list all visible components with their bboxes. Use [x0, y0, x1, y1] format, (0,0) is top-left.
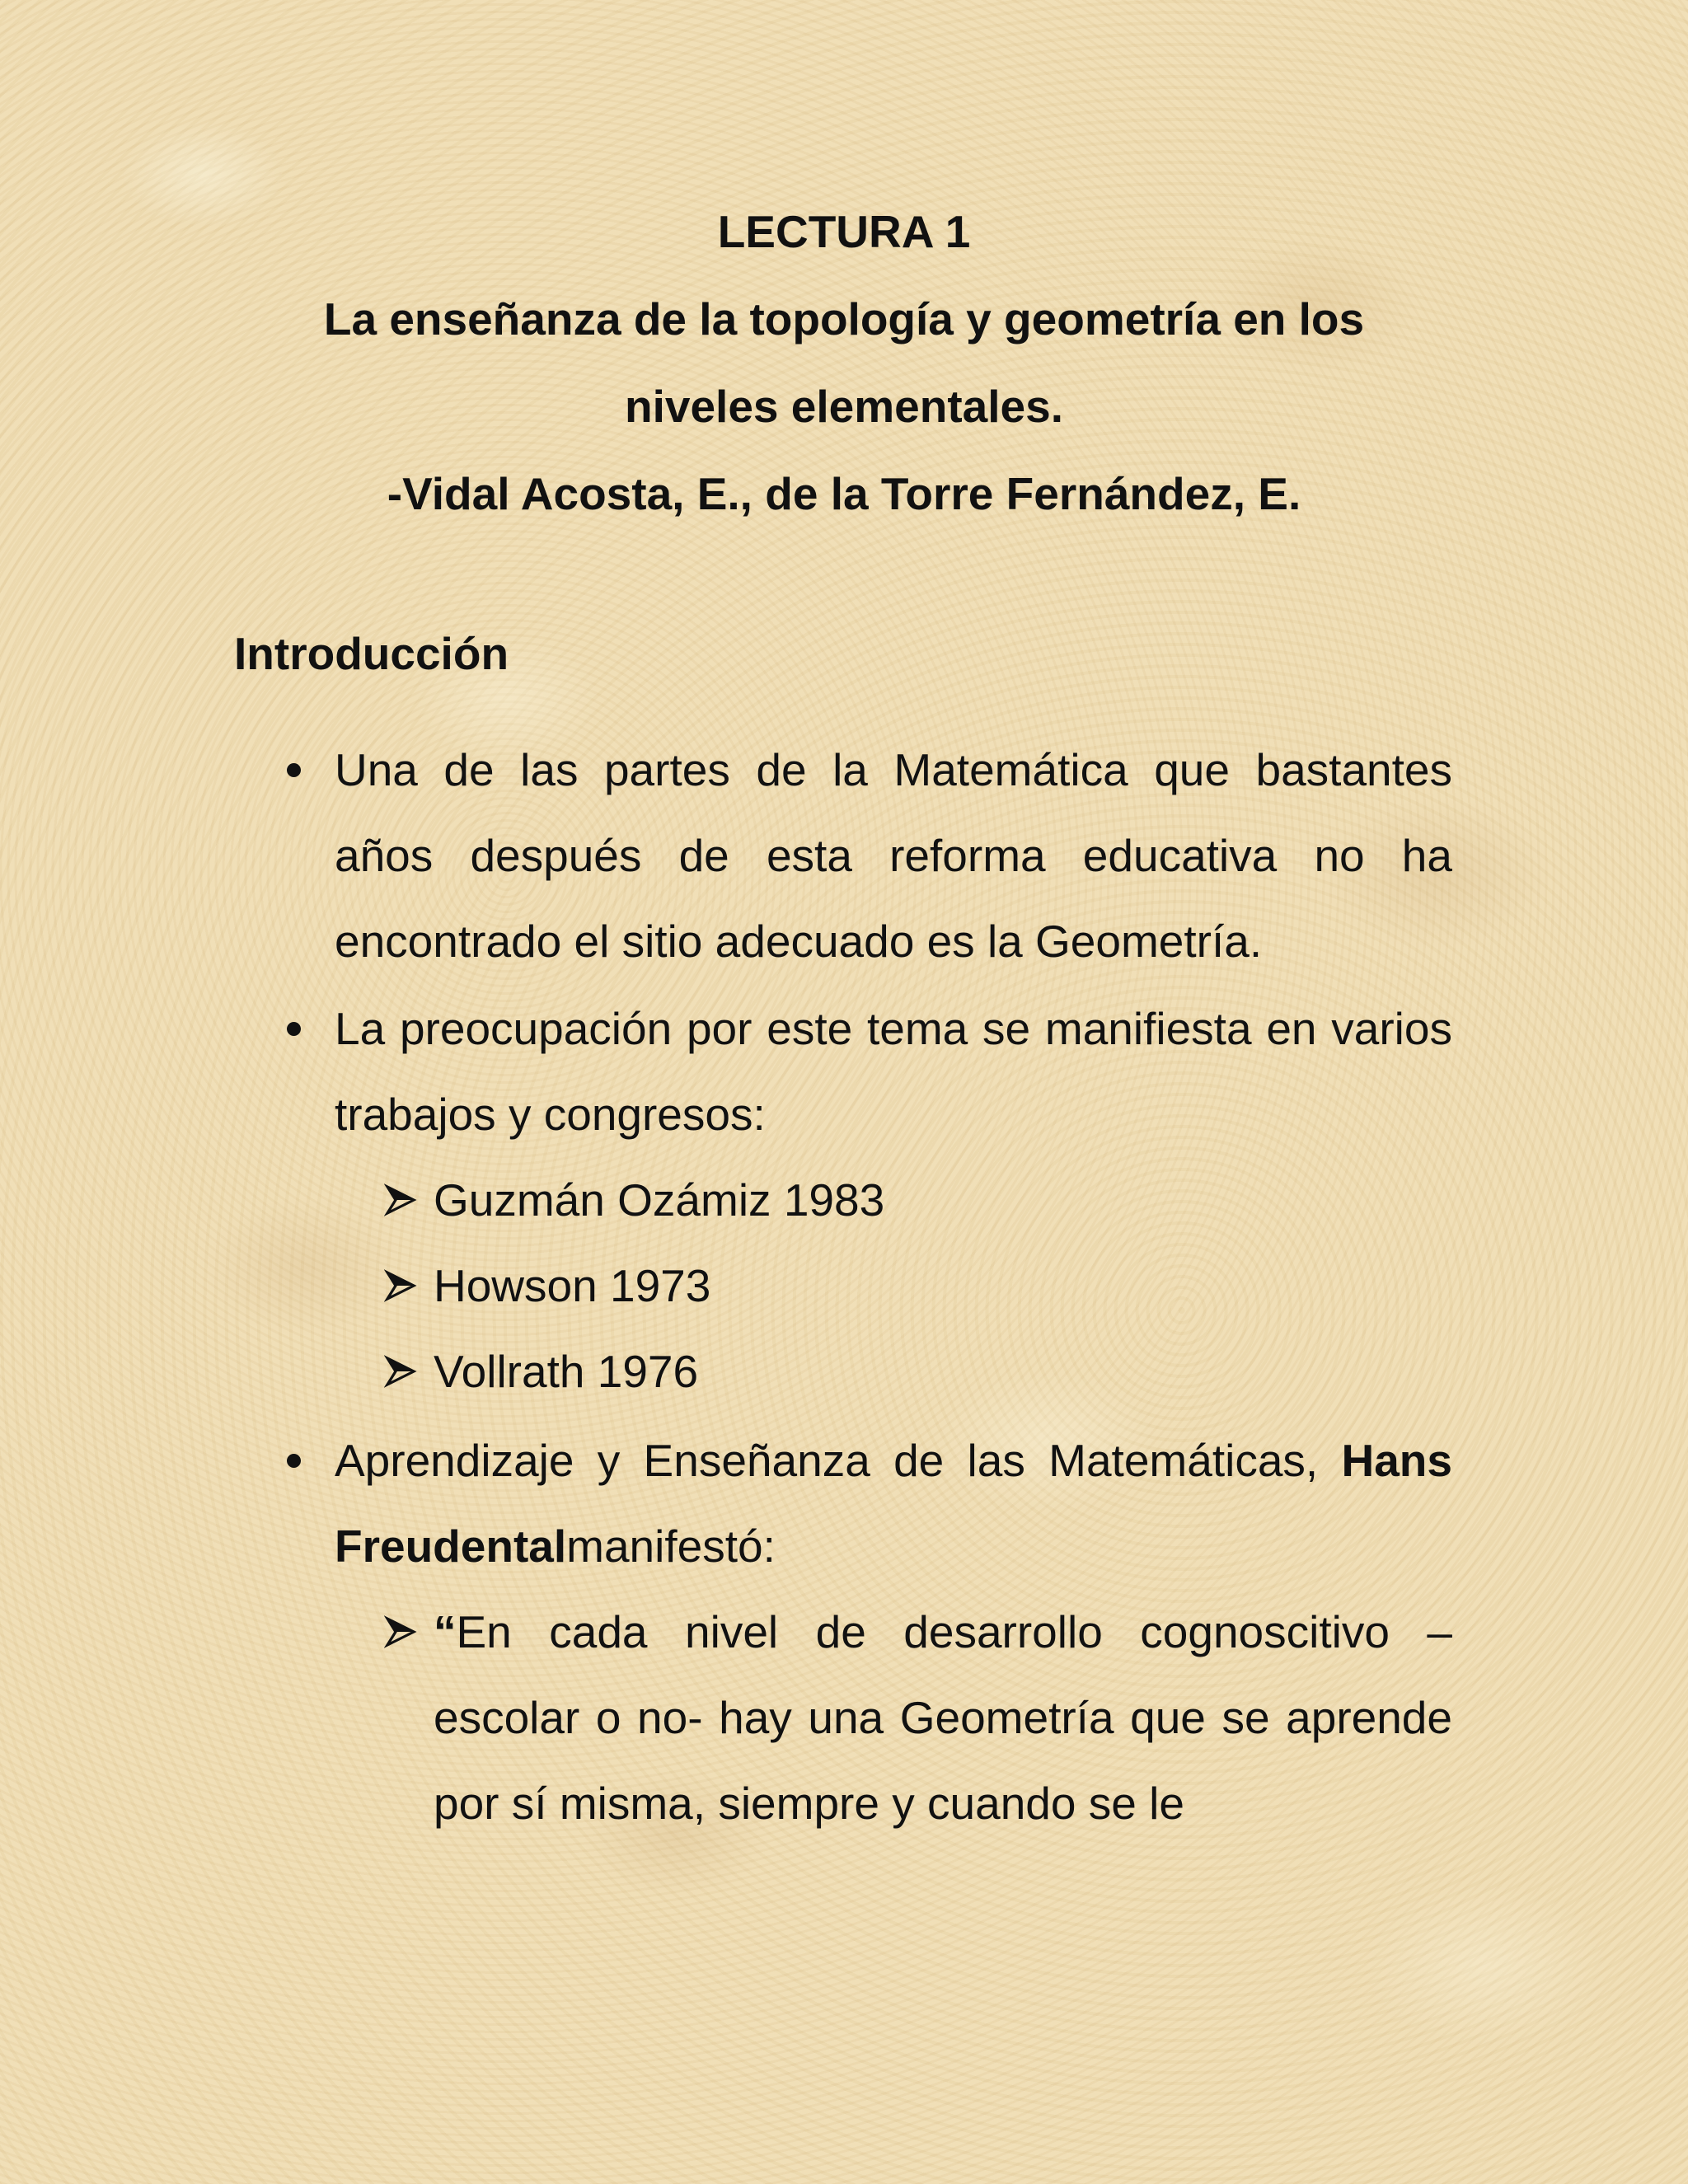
lectura-label: LECTURA 1 — [717, 206, 971, 257]
title-line-2: niveles elementales. — [625, 381, 1063, 432]
bullet-text: Una de las partes de la Matemática que bastantes años después de esta reforma educativa no ha encontrado el sitio adecuado es la Geometría. — [335, 744, 1452, 967]
authors-line: -Vidal Acosta, E., de la Torre Fernández, E. — [387, 468, 1301, 519]
sub-list-item — [434, 1329, 1452, 1414]
list-item — [335, 1418, 1452, 1589]
sub-item-text: Vollrath 1976 — [434, 1346, 699, 1397]
bullet-text: Aprendizaje y Enseñanza de las Matemáticas, — [335, 1435, 1319, 1486]
arrow-bullet-icon — [384, 1183, 417, 1216]
bullet-text: La preocupación por este tema se manifiesta en varios trabajos y congresos: — [335, 1003, 1452, 1140]
sub-list-item — [434, 1243, 1452, 1329]
section-heading: Introducción — [234, 628, 509, 679]
arrow-bullet-icon — [384, 1355, 417, 1388]
arrow-bullet-icon — [384, 1615, 417, 1648]
sub-item-text: Guzmán Ozámiz 1983 — [434, 1174, 885, 1226]
document-header — [0, 188, 1688, 537]
quote-text: En cada nivel de desarrollo cognoscitivo – escolar o no- hay una Geometría que se aprende por sí misma, siempre y cuando se le — [434, 1606, 1452, 1829]
list-item — [335, 727, 1452, 984]
quote-mark: “ — [434, 1606, 457, 1657]
arrow-bullet-icon — [384, 1269, 417, 1302]
bullet-dot-icon — [287, 763, 301, 777]
sub-list-item — [434, 1157, 1452, 1243]
quote-item — [434, 1589, 1452, 1846]
bullet-dot-icon — [287, 1022, 301, 1036]
list-item — [335, 986, 1452, 1157]
author-name: Hans Freudental — [335, 1435, 1452, 1572]
title-line-1: La enseñanza de la topología y geometría en los — [323, 293, 1365, 344]
bullet-dot-icon — [287, 1454, 301, 1468]
sub-item-text: Howson 1973 — [434, 1260, 711, 1311]
bullet-tail: manifestó: — [566, 1521, 776, 1572]
